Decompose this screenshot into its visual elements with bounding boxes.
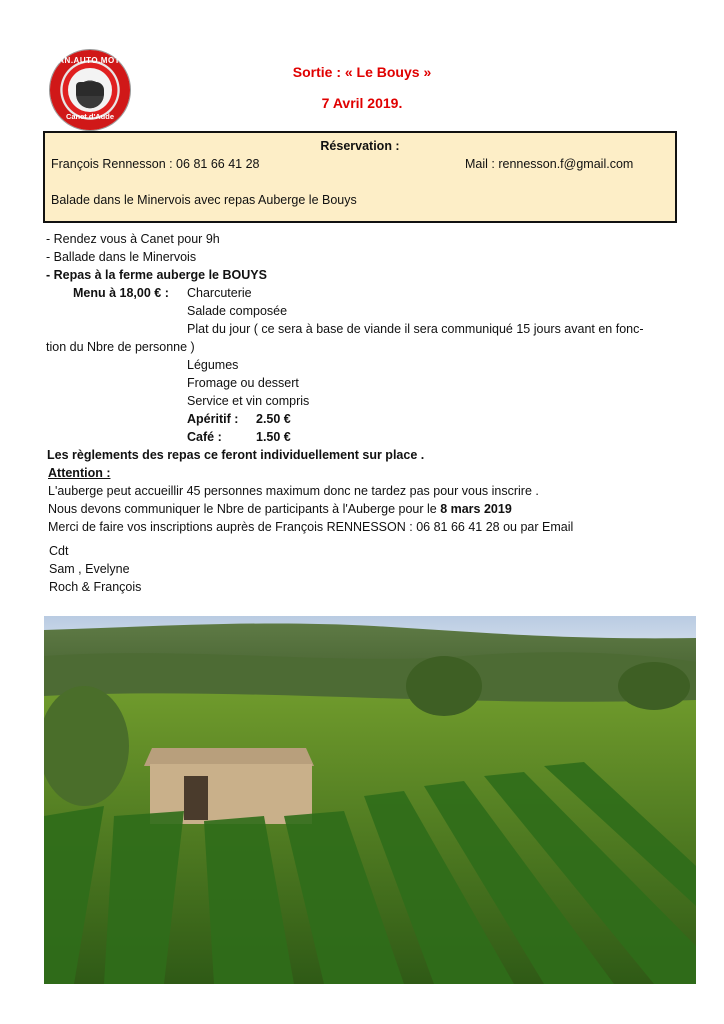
program-item-meal: - Repas à la ferme auberge le BOUYS xyxy=(46,268,267,282)
attention-deadline xyxy=(48,502,512,516)
logo-bottom-text: Canet d'Aude xyxy=(65,112,115,121)
payment-note: Les règlements des repas ce feront individuellement sur place . xyxy=(47,448,425,462)
menu-item: Fromage ou dessert xyxy=(187,376,299,390)
reservation-box xyxy=(43,131,677,223)
reservation-heading: Réservation : xyxy=(320,139,400,153)
program-item-meeting: - Rendez vous à Canet pour 9h xyxy=(46,232,220,246)
attention-deadline-text: Nous devons communiquer le Nbre de participants à l'Auberge pour le xyxy=(48,502,441,516)
signature-line: Cdt xyxy=(49,544,69,558)
aperitif-price: 2.50 € xyxy=(256,412,291,426)
car-icon xyxy=(76,82,104,96)
reservation-description: Balade dans le Minervois avec repas Auberge le Bouys xyxy=(51,193,357,207)
program-item-ride: - Ballade dans le Minervois xyxy=(46,250,197,264)
event-title: Sortie : « Le Bouys » xyxy=(292,64,432,80)
cafe-price: 1.50 € xyxy=(256,430,291,444)
reservation-mail: Mail : rennesson.f@gmail.com xyxy=(465,157,634,171)
attention-contact: Merci de faire vos inscriptions auprès de François RENNESSON : 06 81 66 41 28 ou par Email xyxy=(48,520,574,534)
vineyard-photo xyxy=(44,616,696,984)
attention-label: Attention : xyxy=(48,466,111,480)
vineyard-illustration xyxy=(44,616,696,984)
menu-item: Salade composée xyxy=(187,304,288,318)
menu-label: Menu à 18,00 € : xyxy=(73,286,169,300)
attention-capacity: L'auberge peut accueillir 45 personnes maximum donc ne tardez pas pour vous inscrire . xyxy=(48,484,539,498)
signature-line: Roch & François xyxy=(49,580,142,594)
logo-top-text: FAN.AUTO.MOTO xyxy=(53,56,127,65)
menu-item: Plat du jour ( ce sera à base de viande il sera communiqué 15 jours avant en fonc- xyxy=(187,322,644,336)
menu-item: Charcuterie xyxy=(187,286,252,300)
attention-deadline-date: 8 mars 2019 xyxy=(440,502,512,516)
cafe-label: Café : xyxy=(187,430,222,444)
menu-item: Légumes xyxy=(187,358,239,372)
reservation-contact: François Rennesson : 06 81 66 41 28 xyxy=(51,157,260,171)
club-logo xyxy=(50,50,130,130)
aperitif-label: Apéritif : xyxy=(187,412,239,426)
event-date: 7 Avril 2019. xyxy=(321,95,403,111)
menu-item: Service et vin compris xyxy=(187,394,310,408)
signature-line: Sam , Evelyne xyxy=(49,562,130,576)
menu-item-continued: tion du Nbre de personne ) xyxy=(46,340,195,354)
